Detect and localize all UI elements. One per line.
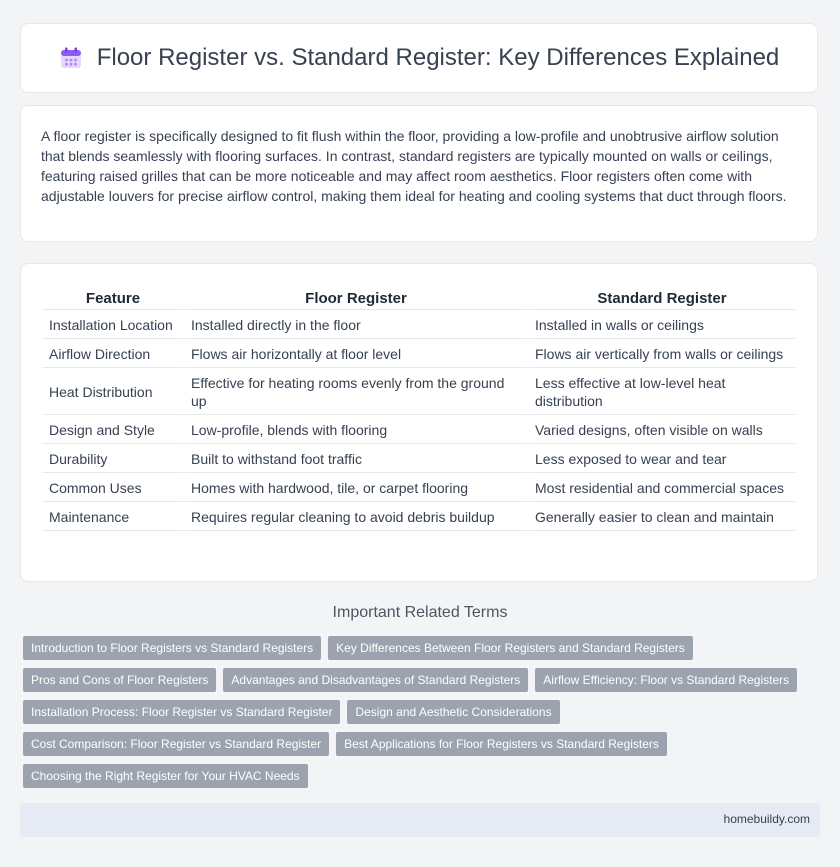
table-row bbox=[43, 370, 795, 415]
table-cell: Installed in walls or ceilings bbox=[529, 312, 795, 339]
related-term-tag[interactable]: Advantages and Disadvantages of Standard Registers bbox=[223, 668, 528, 692]
related-term-tag[interactable]: Installation Process: Floor Register vs Standard Register bbox=[23, 700, 340, 724]
column-header-floor-register: Floor Register bbox=[185, 286, 527, 310]
table-row bbox=[43, 341, 795, 368]
table-cell: Heat Distribution bbox=[43, 370, 183, 415]
footer bbox=[20, 803, 820, 837]
related-term-tag[interactable]: Design and Aesthetic Considerations bbox=[347, 700, 559, 724]
related-term-tag[interactable]: Introduction to Floor Registers vs Standard Registers bbox=[23, 636, 321, 660]
related-term-tag[interactable]: Choosing the Right Register for Your HVAC Needs bbox=[23, 764, 308, 788]
related-terms-list bbox=[23, 636, 803, 788]
table-cell: Low-profile, blends with flooring bbox=[185, 417, 527, 444]
related-term-tag[interactable]: Cost Comparison: Floor Register vs Standard Register bbox=[23, 732, 329, 756]
table-cell: Durability bbox=[43, 446, 183, 473]
table-cell: Requires regular cleaning to avoid debris buildup bbox=[185, 504, 527, 531]
comparison-table bbox=[41, 284, 797, 533]
table-cell: Design and Style bbox=[43, 417, 183, 444]
page-title: Floor Register vs. Standard Register: Key Differences Explained bbox=[96, 44, 780, 71]
table-row bbox=[43, 312, 795, 339]
table-cell: Effective for heating rooms evenly from the ground up bbox=[185, 370, 527, 415]
table-row bbox=[43, 446, 795, 473]
table-cell: Built to withstand foot traffic bbox=[185, 446, 527, 473]
related-term-tag[interactable]: Airflow Efficiency: Floor vs Standard Registers bbox=[535, 668, 797, 692]
table-cell: Most residential and commercial spaces bbox=[529, 475, 795, 502]
table-cell: Flows air horizontally at floor level bbox=[185, 341, 527, 368]
related-term-tag[interactable]: Best Applications for Floor Registers vs Standard Registers bbox=[336, 732, 667, 756]
column-header-standard-register: Standard Register bbox=[529, 286, 795, 310]
table-cell: Generally easier to clean and maintain bbox=[529, 504, 795, 531]
table-cell: Flows air vertically from walls or ceilings bbox=[529, 341, 795, 368]
table-row bbox=[43, 475, 795, 502]
table-header-row bbox=[43, 286, 795, 310]
header-card bbox=[20, 23, 818, 93]
intro-card bbox=[20, 105, 818, 242]
table-cell: Homes with hardwood, tile, or carpet flooring bbox=[185, 475, 527, 502]
table-cell: Less exposed to wear and tear bbox=[529, 446, 795, 473]
table-cell: Installation Location bbox=[43, 312, 183, 339]
table-cell: Installed directly in the floor bbox=[185, 312, 527, 339]
related-term-tag[interactable]: Pros and Cons of Floor Registers bbox=[23, 668, 216, 692]
table-cell: Maintenance bbox=[43, 504, 183, 531]
comparison-table-card bbox=[20, 263, 818, 582]
table-cell: Less effective at low-level heat distribution bbox=[529, 370, 795, 415]
table-cell: Airflow Direction bbox=[43, 341, 183, 368]
table-row bbox=[43, 417, 795, 444]
column-header-feature: Feature bbox=[43, 286, 183, 310]
calendar-icon bbox=[59, 46, 83, 70]
table-cell: Common Uses bbox=[43, 475, 183, 502]
related-terms-title: Important Related Terms bbox=[332, 604, 508, 621]
table-cell: Varied designs, often visible on walls bbox=[529, 417, 795, 444]
intro-text: A floor register is specifically designed to fit flush within the floor, providing a low-profile and unobtrusive airflow solution that blends seamlessly with flooring surfaces. In contrast, standard registers are typically mounted on walls or ceilings, featuring raised grilles that can be more noticeable and may affect room aesthetics. Floor registers often come with adjustable louvers for precise airflow control, making them ideal for heating and cooling systems that duct through floors. bbox=[41, 128, 787, 204]
footer-site-link[interactable]: homebuildy.com bbox=[723, 812, 810, 826]
related-term-tag[interactable]: Key Differences Between Floor Registers and Standard Registers bbox=[328, 636, 693, 660]
table-row bbox=[43, 504, 795, 531]
